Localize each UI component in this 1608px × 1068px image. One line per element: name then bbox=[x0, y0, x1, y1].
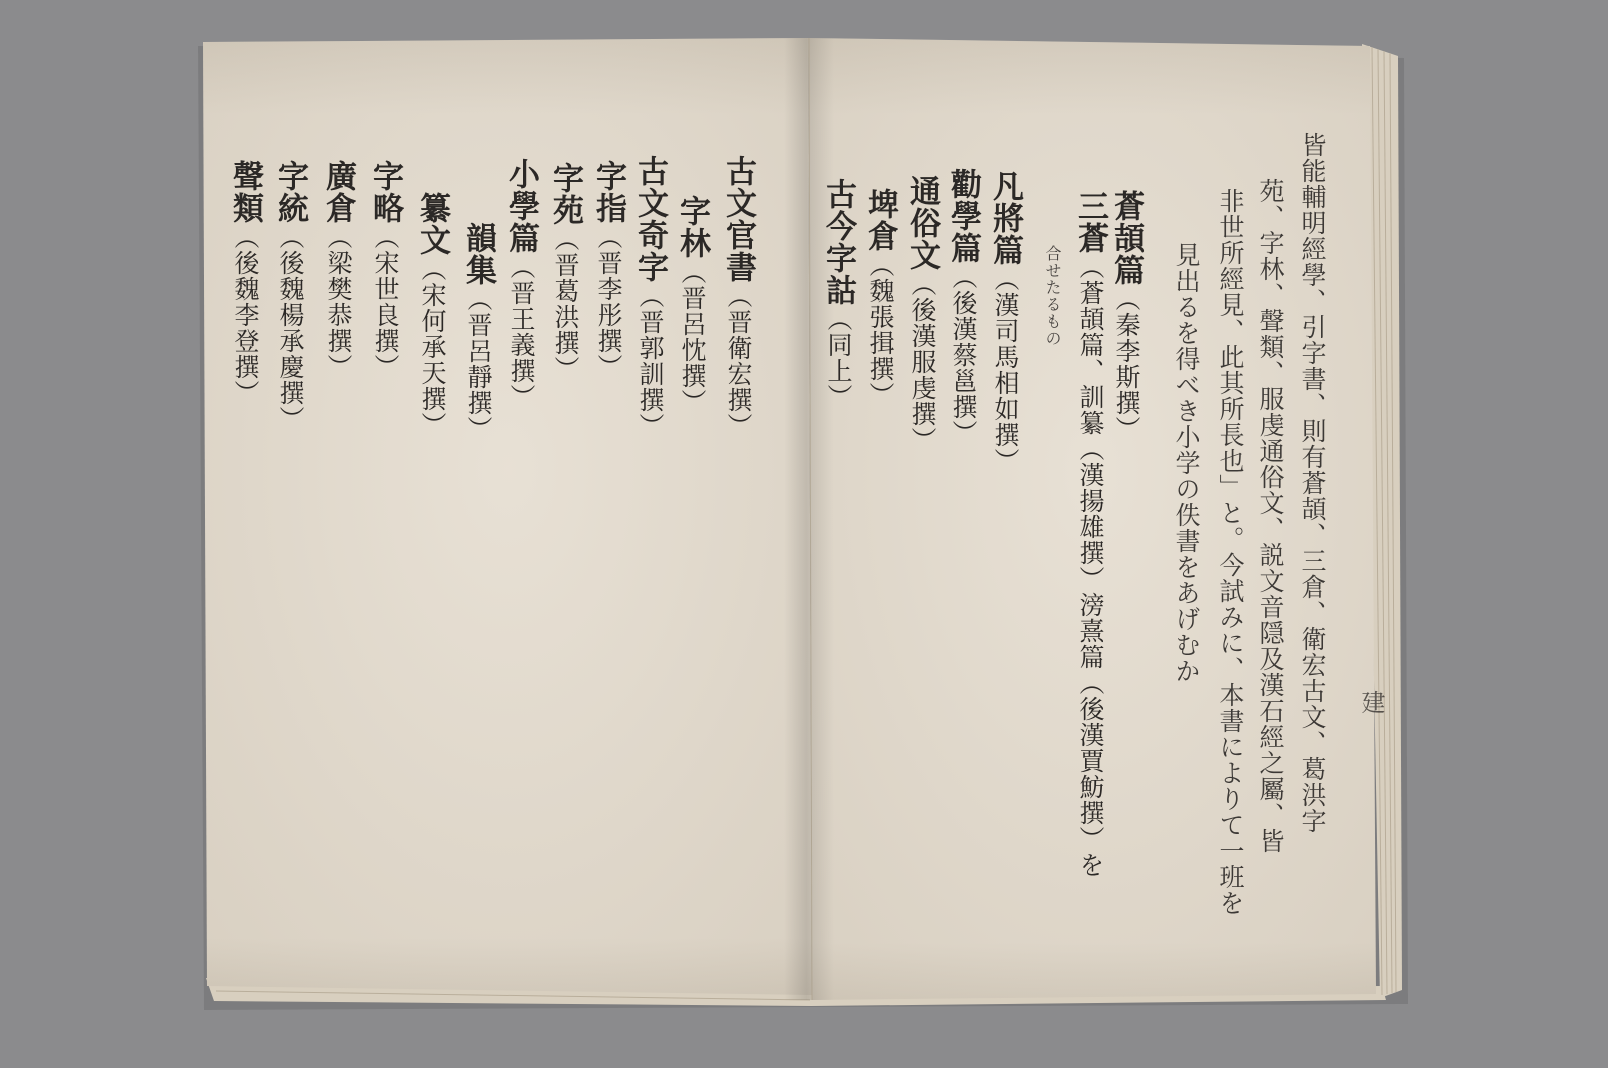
entry-title: 三蒼 bbox=[1072, 190, 1108, 254]
entry-note: （後漢服虔撰） bbox=[908, 271, 937, 453]
entry-note: （晋郭訓撰） bbox=[636, 283, 665, 439]
entry-title: 古文官書 bbox=[720, 155, 756, 283]
page-edge-mark: 建 bbox=[1357, 690, 1385, 714]
list-item bbox=[718, 155, 758, 439]
list-item bbox=[630, 155, 670, 439]
entry-note: （晋李彤撰） bbox=[594, 224, 623, 380]
entry-title: 字統 bbox=[272, 160, 308, 224]
entry-note: （晋呂忱撰） bbox=[678, 259, 707, 415]
entry-note: （秦李斯撰） bbox=[1112, 286, 1141, 442]
list-item bbox=[985, 170, 1025, 474]
entry-note: （晋呂靜撰） bbox=[464, 286, 493, 442]
entry-title: 字指 bbox=[590, 160, 626, 224]
entry-note: （後魏楊承慶撰） bbox=[276, 224, 305, 432]
entry-note-continuation: 合せたるもの bbox=[1043, 245, 1062, 347]
entry-note: （同上） bbox=[824, 306, 853, 410]
entry-title: 字苑 bbox=[547, 162, 583, 226]
list-item bbox=[318, 160, 358, 380]
entry-title: 勸學篇 bbox=[945, 168, 981, 264]
entry-note: （梁樊恭撰） bbox=[324, 224, 353, 380]
entry-note: （魏張揖撰） bbox=[866, 252, 895, 408]
entry-note: （晋葛洪撰） bbox=[551, 226, 580, 382]
entry-title: 纂文 bbox=[414, 192, 450, 256]
list-item bbox=[588, 160, 628, 380]
list-item bbox=[1070, 190, 1110, 878]
entry-note: （後漢蔡邕撰） bbox=[949, 264, 978, 446]
entry-note: （後魏李登撰） bbox=[231, 224, 260, 406]
entry-note: （蒼頡篇、訓纂（漢揚雄撰）滂熹篇（後漢賈魴撰）を bbox=[1076, 254, 1105, 878]
entry-note: （晋衛宏撰） bbox=[724, 283, 753, 439]
list-item bbox=[412, 192, 452, 438]
list-item bbox=[458, 222, 498, 442]
prose-line: 見出るを得べき小学の佚書をあげむか bbox=[1172, 242, 1201, 684]
list-item bbox=[545, 162, 585, 382]
list-item bbox=[270, 160, 310, 432]
entry-title: 聲類 bbox=[227, 160, 263, 224]
entry-title: 古文奇字 bbox=[632, 155, 668, 283]
prose-line: 非世所經見、此其所長也」と。今試みに、本書によりて一班を bbox=[1216, 188, 1245, 916]
entry-title: 字略 bbox=[367, 160, 403, 224]
prose-line: 皆能輔明經學、引字書、則有蒼頡、三倉、衛宏古文、葛洪字 bbox=[1298, 132, 1327, 834]
entry-title: 通俗文 bbox=[904, 175, 940, 271]
list-item bbox=[225, 160, 265, 406]
list-item bbox=[501, 158, 541, 410]
list-item bbox=[818, 178, 858, 410]
list-item bbox=[672, 195, 712, 415]
list-item bbox=[902, 175, 942, 453]
entry-title: 字林 bbox=[674, 195, 710, 259]
entry-note: （漢司馬相如撰） bbox=[991, 266, 1020, 474]
entry-title: 蒼頡篇 bbox=[1108, 190, 1144, 286]
entry-title: 凡將篇 bbox=[987, 170, 1023, 266]
entry-title: 小學篇 bbox=[503, 158, 539, 254]
entry-note: （宋世良撰） bbox=[371, 224, 400, 380]
entry-note: （宋何承天撰） bbox=[418, 256, 447, 438]
entry-title: 韻集 bbox=[460, 222, 496, 286]
prose-line: 苑、字林、聲類、服虔通俗文、説文音隠及漢石經之屬、皆 bbox=[1256, 178, 1285, 854]
list-item bbox=[1106, 190, 1146, 442]
list-item bbox=[365, 160, 405, 380]
entry-note: （晋王義撰） bbox=[507, 254, 536, 410]
entry-title: 廣倉 bbox=[320, 160, 356, 224]
entry-title: 埤倉 bbox=[862, 188, 898, 252]
entry-title: 古今字詁 bbox=[820, 178, 856, 306]
list-item bbox=[860, 188, 900, 408]
list-item bbox=[943, 168, 983, 446]
